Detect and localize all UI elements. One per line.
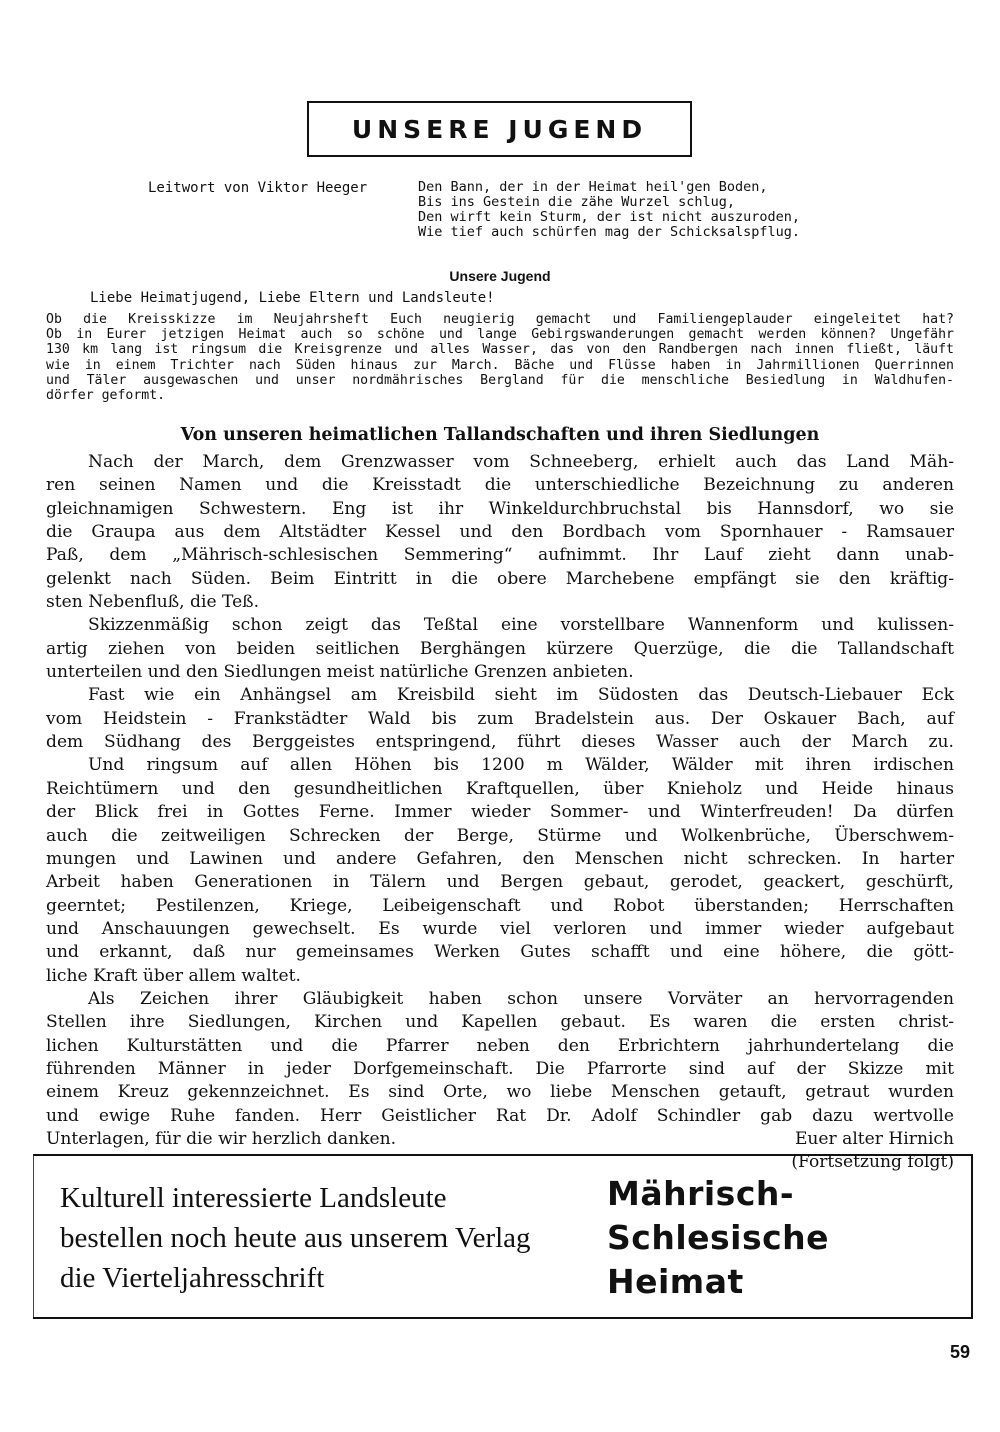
body-line: Skizzenmäßig schon zeigt das Teßtal eine vorstellbare Wannenform und kulissen-	[88, 615, 954, 636]
body-line: die Graupa aus dem Altstädter Kessel und den Bordbach vom Spornhauer - Ramsauer	[46, 522, 954, 543]
body-line: gleichnamigen Schwestern. Eng ist ihr Winkeldurchbruchstal bis Hannsdorf, wo sie	[46, 498, 954, 519]
verse-line: Den Bann, der in der Heimat heil'gen Boden,	[418, 179, 768, 195]
body-line: Unterlagen, für die wir herzlich danken.	[46, 1128, 397, 1149]
intro-line: wie in einem Trichter nach Süden hinaus zur March. Bäche und Flüsse haben in Jahrmillionen Querrinnen	[46, 357, 954, 373]
body-line: und ewige Ruhe fanden. Herr Geistlicher Rat Dr. Adolf Schindler gab dazu wertvolle	[46, 1105, 954, 1126]
verse-line: Bis ins Gestein die zähe Wurzel schlug,	[418, 194, 735, 210]
body-line: Paß, dem „Mährisch-schlesischen Semmering“ aufnimmt. Ihr Lauf zieht dann unab-	[46, 545, 954, 566]
body-line: Nach der March, dem Grenzwasser vom Schneeberg, erhielt auch das Land Mäh-	[88, 452, 954, 472]
ad-title-line: Schlesische	[607, 1218, 830, 1257]
body-line: ren seinen Namen und die Kreisstadt die unterschiedliche Bezeichnung zu anderen	[46, 475, 954, 496]
body-line: mungen und Lawinen und andere Gefahren, den Menschen nicht schrecken. In harter	[46, 848, 954, 869]
body-line: gelenkt nach Süden. Beim Eintritt in die obere Marchebene empfängt sie den kräftig-	[46, 568, 954, 589]
advertisement-title	[607, 1172, 829, 1304]
intro-line: 130 km lang ist ringsum die Kreisgrenze und alles Wasser, das von den Randbergen nach innen fließt, läuft	[46, 342, 954, 358]
intro-paragraph	[46, 312, 954, 403]
body-line: lichen Kulturstätten und die Pfarrer neben den Erbrichtern jahrhundertelang die	[46, 1035, 954, 1056]
ad-line: bestellen noch heute aus unserem Verlag	[60, 1222, 531, 1254]
body-line: artig ziehen von beiden seitlichen Berghängen kürzere Querzüge, die die Tallandschaft	[46, 638, 954, 659]
continuation-note: (Fortsetzung folgt)	[791, 1152, 954, 1173]
body-line: unterteilen und den Siedlungen meist natürliche Grenzen anbieten.	[46, 662, 634, 683]
body-line: der Blick frei in Gottes Ferne. Immer wieder Sommer- und Winterfreuden! Da dürfen	[46, 802, 954, 823]
body-line: führenden Männer in jeder Dorfgemeinschaft. Die Pfarrorte sind auf der Skizze mit	[46, 1058, 954, 1079]
body-line: geerntet; Pestilenzen, Kriege, Leibeigenschaft und Robot überstanden; Herrschaften	[46, 895, 954, 916]
body-line: liche Kraft über allem waltet.	[46, 965, 301, 986]
body-line: Fast wie ein Anhängsel am Kreisbild sieht im Südosten das Deutsch-Liebauer Eck	[88, 685, 954, 706]
intro-line: und Täler ausgewaschen und unser nordmährisches Bergland für die menschliche Besiedlung in Waldhufen-	[46, 372, 954, 388]
intro-line: Ob in Eurer jetzigen Heimat auch so schöne und lange Gebirgswanderungen gemacht werden können? Ungefähr	[46, 327, 954, 343]
advertisement-text	[60, 1178, 531, 1298]
intro-line: dörfer geformt.	[46, 388, 166, 404]
page-title: UNSERE JUGEND	[351, 114, 648, 144]
ad-title-line: Heimat	[607, 1262, 744, 1301]
intro-line: Ob die Kreisskizze im Neujahrsheft Euch neugierig gemacht und Familiengeplauder eingeleitet hat?	[46, 312, 954, 327]
body-line: auch die zeitweiligen Schrecken der Berge, Stürme und Wolkenbrüche, Überschwem-	[46, 825, 954, 846]
motto-label: Leitwort von Viktor Heeger	[148, 180, 368, 196]
advertisement-rule	[33, 1317, 973, 1319]
body-line: Stellen ihre Siedlungen, Kirchen und Kapellen gebaut. Es waren die ersten christ-	[46, 1012, 954, 1033]
ad-line: die Vierteljahresschrift	[60, 1262, 325, 1294]
ad-title-line: Mährisch-	[607, 1174, 795, 1213]
ad-line: Kulturell interessierte Landsleute	[60, 1182, 447, 1214]
body-line: sten Nebenfluß, die Teß.	[46, 592, 260, 613]
page-number: 59	[950, 1342, 971, 1362]
body-line: Und ringsum auf allen Höhen bis 1200 m Wälder, Wälder mit ihren irdischen	[88, 755, 954, 776]
closing-row	[46, 1128, 954, 1151]
body-line: Als Zeichen ihrer Gläubigkeit haben schon unsere Vorväter an hervorragenden	[88, 988, 954, 1009]
body-line: und erkannt, daß nur gemeinsames Werken Gutes schafft und eine höhere, die gött-	[46, 942, 954, 963]
body-line: und Anschauungen gewechselt. Es wurde viel verloren und immer wieder aufgebaut	[46, 918, 954, 939]
body-line: vom Heidstein - Frankstädter Wald bis zum Bradelstein aus. Der Oskauer Bach, auf	[46, 708, 954, 729]
header-box	[307, 101, 692, 157]
section-title: Von unseren heimatlichen Tallandschaften und ihren Siedlungen	[180, 425, 820, 445]
verse-line: Den wirft kein Sturm, der ist nicht auszuroden,	[418, 209, 801, 225]
body-line: dem Südhang des Berggeistes entspringend, führt dieses Wasser auch der March zu.	[46, 732, 954, 753]
signature: Euer alter Hirnich	[794, 1128, 954, 1149]
subheading: Unsere Jugend	[449, 268, 551, 284]
salutation: Liebe Heimatjugend, Liebe Eltern und Landsleute!	[90, 290, 495, 306]
verse-line: Wie tief auch schürfen mag der Schicksalspflug.	[418, 224, 801, 240]
body-line: Reichtümern und den gesundheitlichen Kraftquellen, über Knieholz und Heide hinaus	[46, 778, 954, 799]
motto-verse	[418, 180, 800, 240]
body-line: einem Kreuz gekennzeichnet. Es sind Orte, wo liebe Menschen getauft, getraut wurden	[46, 1082, 954, 1103]
article-body	[46, 451, 954, 1175]
body-line: Arbeit haben Generationen in Tälern und Bergen gebaut, gerodet, geackert, geschürft,	[46, 872, 954, 893]
